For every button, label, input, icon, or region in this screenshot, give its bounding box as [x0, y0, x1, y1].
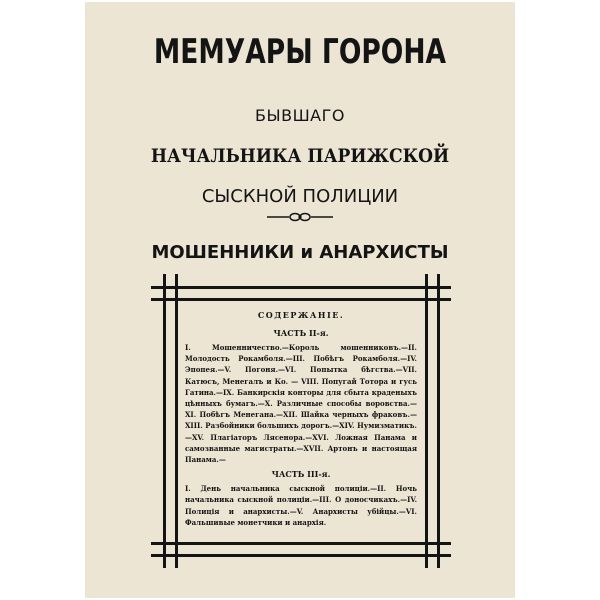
cover-line-police: СЫСКНОЙ ПОЛИЦИИ [201, 186, 399, 207]
table-of-contents [185, 304, 417, 532]
part-3-chapters: I. День начальника сыскной полиціи.—II. Ночь начальника сыскной полиціи.—III. О доносчикахъ.—IV. Полиція и анархисты.—V. Анархисты убійцы.—VI. Фальшивые монетчики и анархія. [185, 484, 417, 527]
frame-rule-left-inner [175, 274, 178, 568]
frame-rule-right-inner [425, 274, 428, 568]
ornament-divider [267, 210, 333, 224]
part-2-chapters: I. Мошенничество.—Король мошенниковъ.—II. Молодость Рокамболя.—III. Побѣгъ Рокамболя.—IV. Эпопея.—V. Погоня.—VI. Попытка бѣгства.—VII. Катюсъ, Менегалъ и Ко. — VIII. Попугай Тотора и гусь Гатина.—IX. Банкирскія конторы для сбыта краденыхъ цѣнныхъ бумагъ.—X. Различные способы воровства.—XI. Побѣгъ Менегана.—XII. Шайка черныхъ фраковъ.—XIII. Разбойники большихъ дорогъ.—XIV. Нумизматикъ.—XV. Плагіаторъ Лясенора.—XVI. Ложная Панама и самозванные магистраты.—XVII. Артонъ и настоящая Панама.— [185, 343, 417, 465]
frame-rule-bottom-inner [151, 542, 451, 545]
cover-title: МЕМУАРЫ ГОРОНА [153, 32, 447, 72]
cover-subtitle: МОШЕННИКИ и АНАРХИСТЫ [151, 242, 449, 263]
book-cover [85, 2, 515, 598]
cover-line-chief: НАЧАЛЬНИКА ПАРИЖСКОЙ [150, 145, 450, 167]
frame-rule-top-inner [151, 298, 451, 301]
cover-line-former: БЫВШАГО [255, 106, 345, 125]
part-2-label: ЧАСТЬ II-я. [273, 328, 329, 338]
contents-heading: СОДЕРЖАНІЕ. [257, 310, 345, 320]
frame-rule-bottom-outer [151, 554, 451, 557]
part-3-label: ЧАСТЬ III-я. [271, 469, 331, 480]
frame-rule-top-outer [151, 286, 451, 289]
frame-rule-left-outer [163, 274, 166, 568]
frame-rule-right-outer [437, 274, 440, 568]
